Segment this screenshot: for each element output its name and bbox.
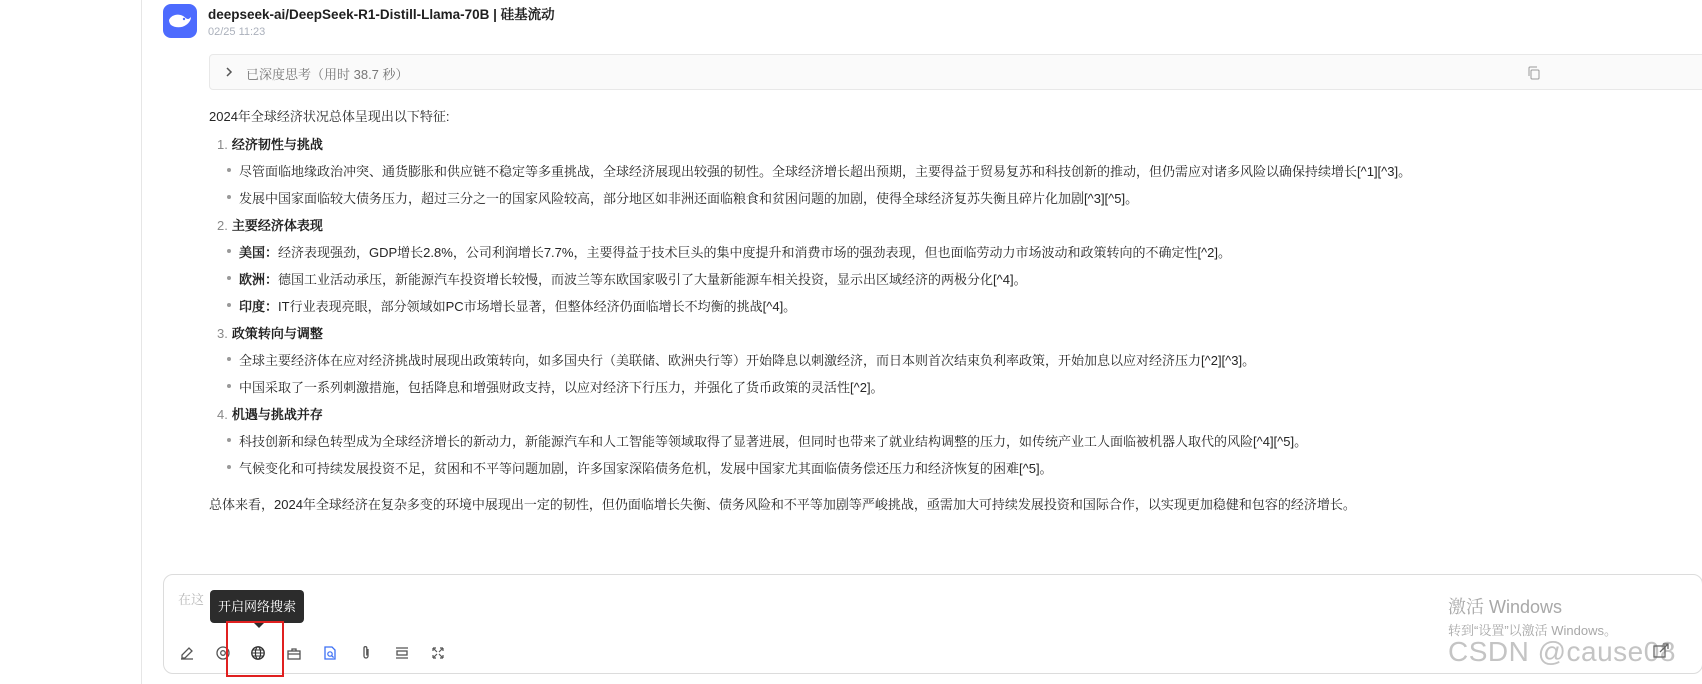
toolbox-icon[interactable] <box>283 642 305 664</box>
web-search-tooltip: 开启网络搜索 <box>210 590 304 623</box>
edit-icon[interactable] <box>176 642 198 664</box>
sidebar-divider <box>141 0 142 684</box>
section-title: 1. 经济韧性与挑战 <box>217 137 323 152</box>
answer-intro: 2024年全球经济状况总体呈现出以下特征: <box>209 109 450 124</box>
doc-search-icon[interactable] <box>319 642 341 664</box>
windows-activation-hint: 转到“设置”以激活 Windows。 <box>1448 623 1618 638</box>
chevron-right-icon <box>222 65 236 79</box>
input-placeholder: 在这 <box>178 592 205 607</box>
whale-icon <box>167 11 193 31</box>
answer-summary: 总体来看，2024年全球经济在复杂多变的环境中展现出一定的韧性，但仍面临增长失衡、债务风险和不平等加剧等严峻挑战，亟需加大可持续发展投资和国际合作，以实现更加稳健和包容的经济增长。 <box>209 497 1356 512</box>
section-title: 3. 政策转向与调整 <box>217 326 323 341</box>
list-item: 欧洲：德国工业活动承压，新能源汽车投资增长较慢，而波兰等东欧国家吸引了大量新能源车相关投资，显示出区域经济的两极分化[^4]。 <box>239 269 1027 288</box>
csdn-watermark: CSDN @cause08 <box>1448 636 1676 667</box>
model-avatar <box>163 4 197 38</box>
list-item: 发展中国家面临较大债务压力，超过三分之一的国家风险较高，部分地区如非洲还面临粮食和贫困问题的加剧，使得全球经济复苏失衡且碎片化加剧[^3][^5]。 <box>239 188 1138 207</box>
attachment-icon[interactable] <box>355 642 377 664</box>
list-item: 气候变化和可持续发展投资不足，贫困和不平等问题加剧，许多国家深陷债务危机，发展中国家尤其面临债务偿还压力和经济恢复的困难[^5]。 <box>239 458 1053 477</box>
windows-activation-title: 激活 Windows <box>1448 597 1563 617</box>
annotation-highlight <box>226 621 284 677</box>
list-item: 美国：经济表现强劲，GDP增长2.8%，公司利润增长7.7%，主要得益于技术巨头的集中度提升和消费市场的强劲表现，但也面临劳动力市场波动和政策转向的不确定性[^2]。 <box>239 242 1231 261</box>
copy-icon[interactable] <box>1526 65 1542 81</box>
message-timestamp: 02/25 11:23 <box>208 26 266 38</box>
model-name: deepseek-ai/DeepSeek-R1-Distill-Llama-70B | 硅基流动 <box>208 7 555 22</box>
list-item: 印度：IT行业表现亮眼，部分领域如PC市场增长显著，但整体经济仍面临增长不均衡的挑战[^4]。 <box>239 296 796 315</box>
section-title: 2. 主要经济体表现 <box>217 218 323 233</box>
layout-icon[interactable] <box>391 642 413 664</box>
list-item: 尽管面临地缘政治冲突、通货膨胀和供应链不稳定等多重挑战，全球经济展现出较强的韧性。全球经济增长超出预期，主要得益于贸易复苏和科技创新的推动，但仍需应对诸多风险以确保持续增长[^1][^3]。 <box>239 161 1411 180</box>
fullscreen-icon[interactable] <box>427 642 449 664</box>
thinking-label: 已深度思考（用时 38.7 秒） <box>246 67 409 82</box>
thinking-toggle[interactable] <box>209 54 1702 90</box>
list-item: 全球主要经济体在应对经济挑战时展现出政策转向，如多国央行（美联储、欧洲央行等）开始降息以刺激经济，而日本则首次结束负利率政策，开始加息以应对经济压力[^2][^3]。 <box>239 350 1255 369</box>
list-item: 科技创新和绿色转型成为全球经济增长的新动力，新能源汽车和人工智能等领域取得了显著进展，但同时也带来了就业结构调整的压力，如传统产业工人面临被机器人取代的风险[^4][^5]。 <box>239 431 1307 450</box>
list-item: 中国采取了一系列刺激措施，包括降息和增强财政支持，以应对经济下行压力，并强化了货币政策的灵活性[^2]。 <box>239 377 884 396</box>
section-title: 4. 机遇与挑战并存 <box>217 407 323 422</box>
expand-icon[interactable] <box>1652 642 1670 660</box>
